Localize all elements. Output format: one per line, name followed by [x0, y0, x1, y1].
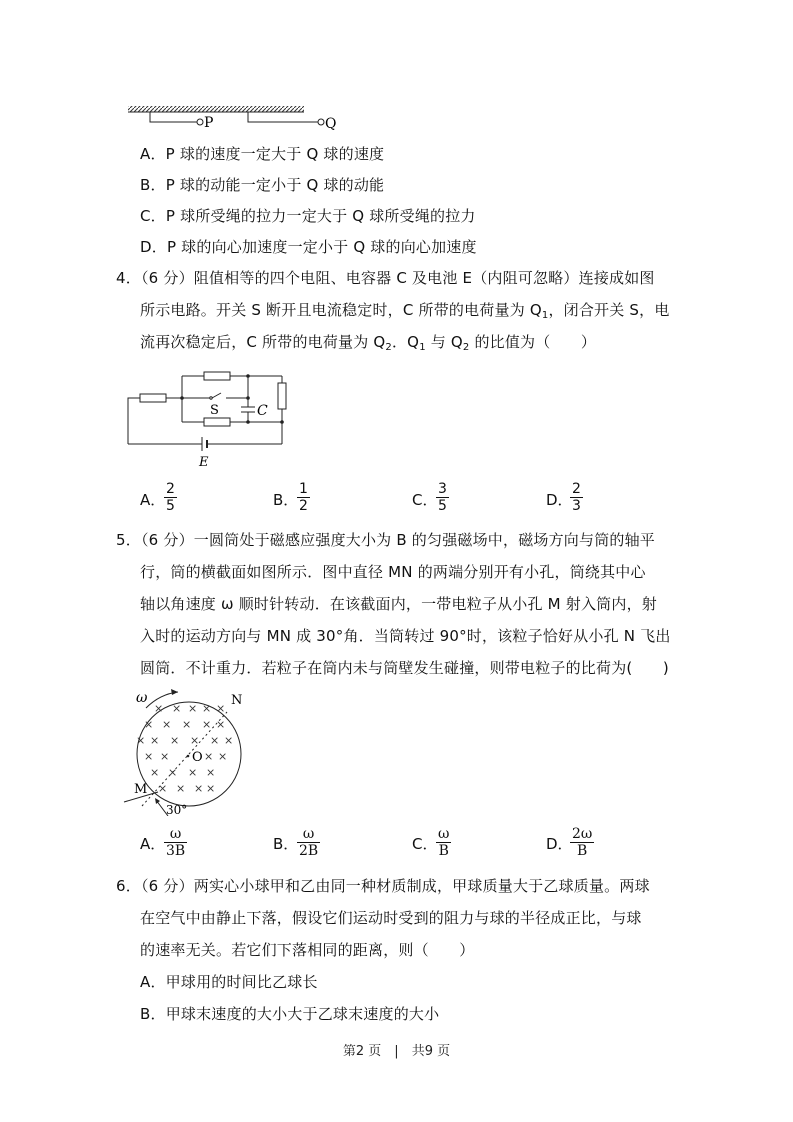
field-cross-icon: ×: [206, 782, 216, 795]
option-label: B．: [140, 176, 166, 194]
field-cross-icon: ×: [224, 734, 234, 747]
fraction-b: [297, 481, 310, 514]
denominator: 3B: [166, 843, 186, 859]
field-crosses: [136, 702, 233, 795]
junction-dot: [280, 420, 284, 424]
label-c: C: [257, 403, 268, 419]
label-e: E: [199, 455, 209, 470]
denominator: 5: [166, 498, 175, 514]
denominator: 5: [438, 498, 447, 514]
option-label: A．: [140, 973, 166, 991]
option-label: A．: [140, 491, 166, 509]
label-q: Q: [325, 116, 337, 132]
question-number: 5．: [116, 531, 141, 549]
q4-stem-line-3: [140, 332, 596, 352]
field-cross-icon: ×: [206, 766, 216, 779]
subscript: 2: [385, 342, 392, 353]
fraction-a: [164, 481, 177, 514]
switch-blade: [212, 393, 221, 398]
resistor-series: [140, 394, 166, 402]
field-cross-icon: ×: [210, 734, 220, 747]
fraction-a: [164, 826, 187, 859]
numerator: 3: [438, 481, 447, 497]
ball-p: [197, 119, 203, 125]
option-label: A．: [140, 835, 166, 853]
q4-stem-line-2: [140, 300, 670, 320]
option-label: C．: [412, 835, 438, 853]
option-label: B．: [273, 835, 299, 853]
switch-pivot: [210, 397, 212, 399]
question-score: （6 分）: [140, 531, 194, 549]
question-score: （6 分）: [140, 269, 194, 287]
field-cross-icon: ×: [188, 702, 198, 715]
ceiling-pendulum-figure: [118, 100, 358, 134]
fraction-c: [436, 826, 451, 859]
q5-stem-line-2: 行，筒的横截面如图所示．图中直径 MN 的两端分别开有小孔，筒绕其中心: [140, 563, 646, 581]
option-text: P 球的动能一定小于 Q 球的动能: [165, 176, 385, 194]
label-p: P: [204, 115, 214, 131]
option-label: D．: [546, 835, 573, 853]
numerator: ω: [438, 826, 450, 842]
field-cross-icon: ×: [150, 766, 160, 779]
q6-option-a: [140, 972, 318, 992]
text-fragment: 所示电路。开关 S 断开且电流稳定时，C 所带的电荷量为 Q: [140, 301, 542, 319]
denominator: B: [577, 843, 588, 859]
field-cross-icon: ×: [204, 750, 214, 763]
rotation-arrowhead: [171, 689, 178, 695]
numerator: 1: [299, 481, 308, 497]
resistor-right: [278, 383, 286, 409]
field-cross-icon: ×: [202, 702, 212, 715]
field-cross-icon: ×: [188, 766, 198, 779]
field-cross-icon: ×: [182, 718, 192, 731]
option-text: 甲球用的时间比乙球长: [165, 973, 318, 991]
q3-option-a: [140, 144, 384, 164]
label-n: N: [231, 693, 243, 708]
field-cross-icon: ×: [218, 750, 228, 763]
question-text: 阻值相等的四个电阻、电容器 C 及电池 E（内阻可忽略）连接成如图: [193, 269, 655, 287]
field-cross-icon: ×: [150, 734, 160, 747]
denominator: B: [438, 843, 449, 859]
field-cross-icon: ×: [194, 782, 204, 795]
field-cross-icon: ×: [202, 718, 212, 731]
numerator: ω: [302, 826, 315, 842]
text-fragment: 的比值为（ ）: [469, 333, 597, 351]
field-cross-icon: ×: [144, 750, 154, 763]
label-s: S: [210, 403, 219, 418]
q6-option-b: [140, 1004, 439, 1024]
numerator: ω: [169, 826, 182, 842]
label-angle: 30°: [166, 803, 188, 816]
angle-arrowhead: [155, 798, 160, 804]
denominator: 2: [299, 498, 308, 514]
rope-p: [150, 112, 197, 122]
option-text: P 球的向心加速度一定小于 Q 球的向心加速度: [166, 238, 477, 256]
field-cross-icon: ×: [158, 782, 168, 795]
ceiling-hatch: [128, 106, 304, 112]
option-label: B．: [140, 1005, 166, 1023]
fraction-d: [570, 481, 583, 514]
option-text: P 球所受绳的拉力一定大于 Q 球所受绳的拉力: [165, 207, 476, 225]
numerator: 2ω: [572, 826, 593, 842]
page-footer: 第2 页 | 共9 页: [342, 1044, 451, 1059]
text-fragment: 与 Q: [425, 333, 463, 351]
field-cross-icon: ×: [168, 766, 178, 779]
denominator: 3: [572, 498, 581, 514]
q5-stem-line-3: 轴以角速度 ω 顺时针转动．在该截面内，一带电粒子从小孔 M 射入筒内，射: [140, 595, 657, 613]
subscript: 1: [419, 342, 426, 353]
field-cross-icon: ×: [190, 734, 200, 747]
fraction-c: [436, 481, 449, 514]
q5-stem-line-4: 入时的运动方向与 MN 成 30°角．当筒转过 90°时，该粒子恰好从小孔 N 飞出: [140, 627, 671, 645]
q3-option-d: [140, 237, 477, 257]
q3-option-b: [140, 175, 384, 195]
field-cross-icon: ×: [154, 702, 164, 715]
junction-dot: [246, 420, 250, 424]
question-score: （6 分）: [140, 877, 194, 895]
label-m: M: [134, 782, 148, 797]
numerator: 2: [166, 481, 175, 497]
circuit-diagram: [120, 366, 300, 472]
field-cross-icon: ×: [172, 702, 182, 715]
label-omega: ω: [136, 690, 148, 706]
field-cross-icon: ×: [216, 702, 226, 715]
q4-stem-line-1: [116, 268, 655, 288]
option-label: D．: [546, 491, 573, 509]
q5-stem-line-1: [116, 530, 655, 550]
field-cross-icon: ×: [160, 750, 170, 763]
option-label: C．: [140, 207, 166, 225]
subscript: 1: [541, 310, 549, 321]
q6-stem-line-1: [116, 876, 650, 896]
junction-dot: [180, 396, 184, 400]
denominator: 2B: [299, 843, 319, 859]
label-o: O: [192, 750, 203, 765]
field-cross-icon: ×: [170, 734, 180, 747]
option-label: D．: [140, 238, 167, 256]
field-cross-icon: ×: [162, 718, 172, 731]
q6-stem-line-3: 的速率无关。若它们下落相同的距离，则（ ）: [140, 941, 475, 959]
option-label: C．: [412, 491, 438, 509]
field-cross-icon: ×: [136, 734, 146, 747]
junction-dot: [246, 374, 250, 378]
rope-q: [248, 112, 318, 122]
numerator: 2: [572, 481, 581, 497]
question-number: 6．: [116, 877, 141, 895]
ball-q: [318, 119, 324, 125]
question-text: 两实心小球甲和乙由同一种材质制成，甲球质量大于乙球质量。两球: [193, 877, 650, 895]
wire-left: [128, 398, 140, 438]
question-number: 4．: [116, 269, 141, 287]
fraction-b: [297, 826, 320, 859]
text-fragment: ．Q: [391, 333, 420, 351]
field-cross-icon: ×: [176, 782, 186, 795]
q3-option-c: [140, 206, 476, 226]
text-fragment: 流再次稳定后，C 所带的电荷量为 Q: [140, 333, 386, 351]
option-text: 甲球末速度的大小大于乙球末速度的大小: [165, 1005, 440, 1023]
option-label: A．: [140, 145, 166, 163]
option-label: B．: [273, 491, 299, 509]
field-cross-icon: ×: [216, 718, 226, 731]
text-fragment: ，闭合开关 S，电: [548, 301, 670, 319]
option-text: P 球的速度一定大于 Q 球的速度: [165, 145, 385, 163]
junction-dot: [246, 396, 250, 400]
subscript: 2: [462, 342, 470, 353]
resistor-bottom: [204, 418, 230, 426]
q6-stem-line-2: 在空气中由静止下落，假设它们运动时受到的阻力与球的半径成正比，与球: [140, 909, 642, 927]
resistor-top: [204, 372, 230, 380]
question-text: 一圆筒处于磁感应强度大小为 B 的匀强磁场中，磁场方向与筒的轴平: [193, 531, 655, 549]
q5-stem-line-5: 圆筒．不计重力．若粒子在筒内未与筒壁发生碰撞，则带电粒子的比荷为( ): [140, 659, 669, 677]
fraction-d: [570, 826, 594, 859]
center-dot: [187, 755, 190, 758]
field-cross-icon: ×: [144, 718, 154, 731]
magnetic-cylinder-figure: [118, 684, 268, 816]
